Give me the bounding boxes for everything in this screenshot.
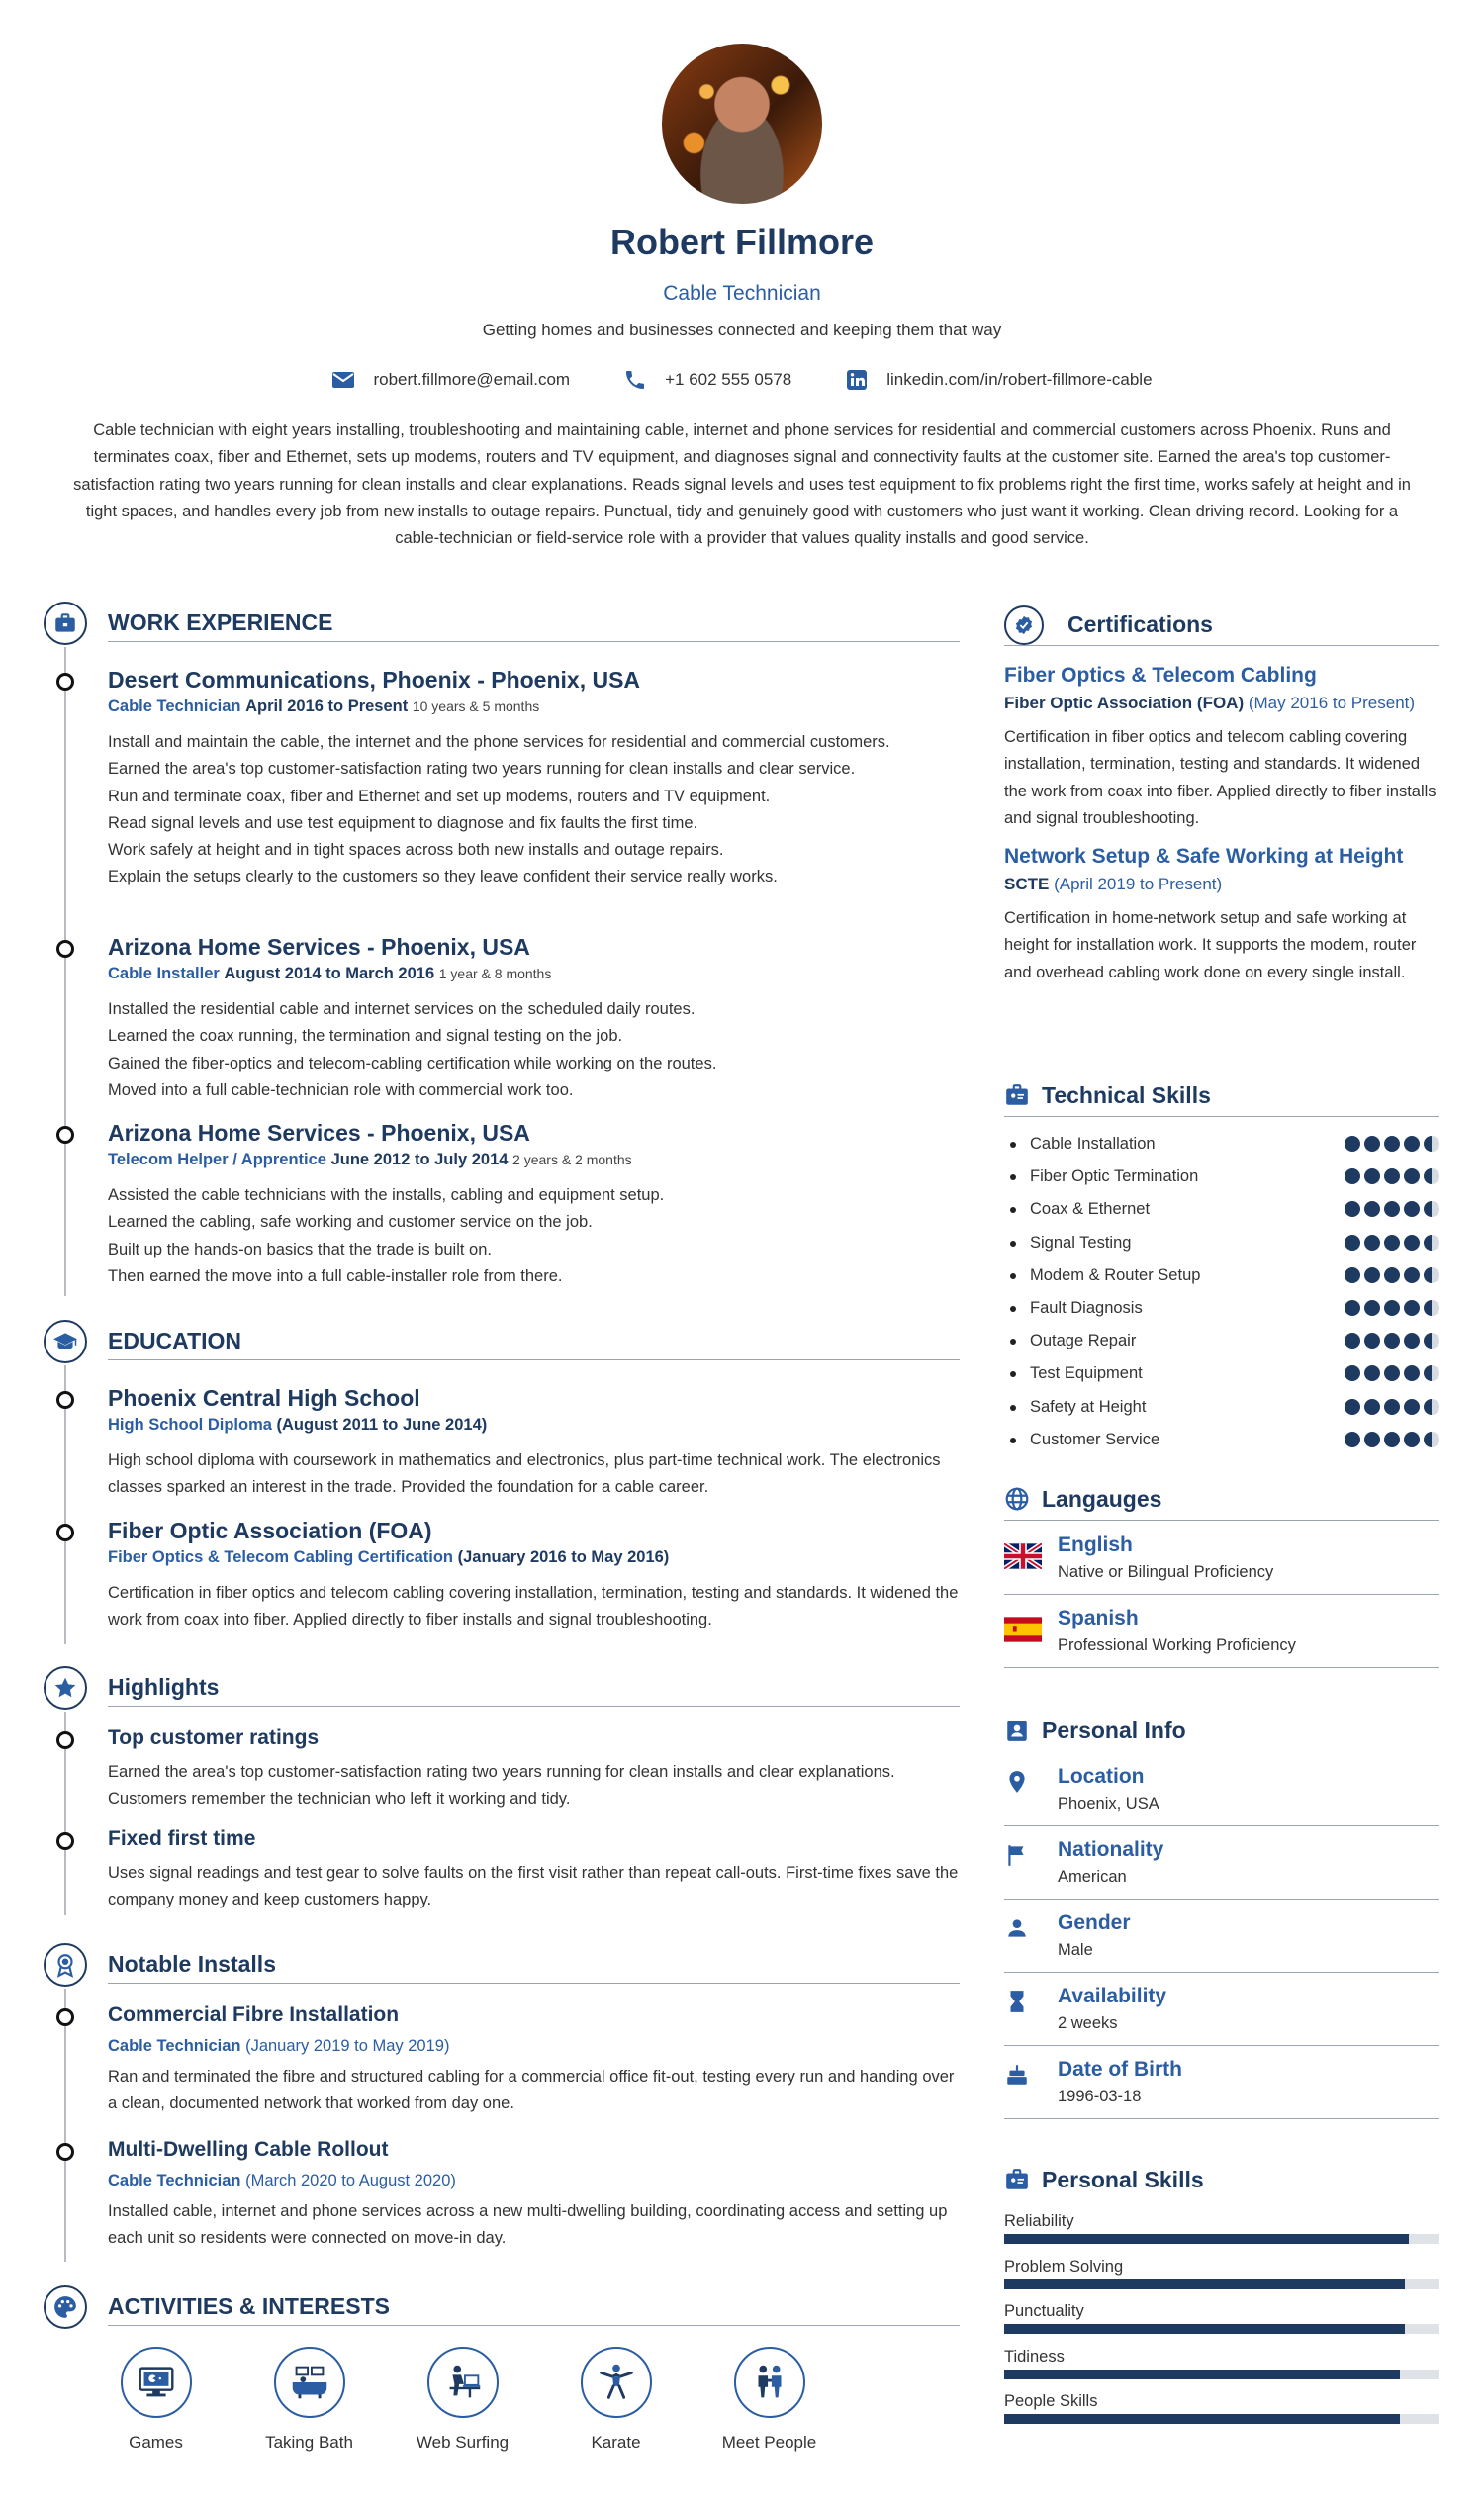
education-section <box>44 1320 960 1646</box>
education-entry <box>108 1383 960 1502</box>
cert-title: Network Setup & Safe Working at Height <box>1004 845 1404 869</box>
work-entry <box>108 1118 960 1290</box>
personal-info-item <box>1004 1753 1439 1826</box>
timeline-dot <box>56 2008 74 2026</box>
linkedin-icon <box>845 368 869 392</box>
technical-skills-section <box>1004 1076 1439 1458</box>
personal-info-item <box>1004 1973 1439 2046</box>
entry-subtitle <box>108 695 960 718</box>
entry-subtitle <box>108 2169 960 2192</box>
rating-dot <box>1424 1168 1439 1184</box>
flag-icon <box>1004 1842 1030 1868</box>
info-value: Phoenix, USA <box>1058 1795 1159 1813</box>
entry-dates: (March 2020 to August 2020) <box>245 2172 456 2189</box>
rating-dot <box>1404 1300 1420 1316</box>
phone-text: +1 602 555 0578 <box>665 370 792 389</box>
tagline: Getting homes and businesses connected and keeping them that way <box>482 321 1002 339</box>
entry-description: Ran and terminated the fibre and structured cabling for a commercial office fit-out, testing every run and handing over a clean, documented network that worked from day one. <box>108 2068 955 2113</box>
section-divider <box>108 1983 960 1984</box>
timeline-dot <box>56 1731 74 1749</box>
activity-item <box>232 2347 386 2453</box>
entry-title: Commercial Fibre Installation <box>108 2003 400 2026</box>
web-surfing-icon <box>427 2347 499 2418</box>
certifications-section <box>1004 605 1439 986</box>
cert-dates: (April 2019 to Present) <box>1054 875 1223 894</box>
entry-role: Cable Technician <box>108 698 241 715</box>
rating-dot <box>1345 1333 1360 1348</box>
info-value: 1996-03-18 <box>1058 2088 1142 2105</box>
info-label: Nationality <box>1058 1838 1164 1861</box>
activity-item <box>79 2347 232 2453</box>
activity-item <box>539 2347 693 2453</box>
technical-skill-item <box>1004 1393 1439 1426</box>
bullet-icon <box>1010 1207 1016 1213</box>
bath-icon <box>274 2347 345 2418</box>
section-title: WORK EXPERIENCE <box>108 609 333 635</box>
activity-item <box>693 2347 846 2453</box>
skill-bar-track <box>1004 2234 1439 2244</box>
technical-skill-item <box>1004 1130 1439 1162</box>
phone-icon <box>623 368 647 392</box>
skill-rating <box>1345 1168 1439 1184</box>
section-divider <box>108 1706 960 1707</box>
cert-subtitle <box>1004 872 1439 897</box>
skill-bar-fill <box>1004 2324 1405 2334</box>
entry-title: Arizona Home Services - Phoenix, USA <box>108 934 530 960</box>
rating-dot <box>1364 1201 1380 1217</box>
entry-duration: 2 years & 2 months <box>512 1152 632 1167</box>
highlights-section <box>44 1666 960 1913</box>
personal-info-item <box>1004 2046 1439 2119</box>
skill-name: Outage Repair <box>1030 1332 1137 1350</box>
skill-name: Modem & Router Setup <box>1030 1265 1201 1284</box>
skill-bar-track <box>1004 2414 1439 2424</box>
rating-dot <box>1345 1168 1360 1184</box>
entry-duration: 10 years & 5 months <box>412 698 540 714</box>
timeline-dot <box>56 1126 74 1144</box>
id-badge-icon <box>1004 1082 1030 1108</box>
email-text: robert.fillmore@email.com <box>373 370 571 389</box>
skill-rating <box>1345 1300 1439 1316</box>
entry-role: Cable Installer <box>108 965 220 982</box>
skill-rating <box>1345 1365 1439 1381</box>
activity-item <box>386 2347 539 2453</box>
skill-bar-track <box>1004 2370 1439 2379</box>
description-line: Assisted the cable technicians with the installs, cabling and equipment setup. <box>108 1186 665 1204</box>
briefcase-icon <box>44 602 87 645</box>
rating-dot <box>1345 1267 1360 1283</box>
section-title: ACTIVITIES & INTERESTS <box>108 2293 390 2319</box>
skill-rating <box>1345 1432 1439 1447</box>
bullet-icon <box>1010 1405 1016 1411</box>
skill-name: Problem Solving <box>1004 2257 1124 2276</box>
section-title: Personal Info <box>1042 1718 1186 1743</box>
profile-summary: Cable technician with eight years installing, troubleshooting and maintaining cable, internet and phone services for residential and commercial customers across Phoenix. Runs and terminates coax, fiber and Ethernet, sets up modems, routers and TV equipment, and diagnoses signal and connectivity faults at the customer site. Earned the area's top customer-satisfaction rating two years running for clean installs and clear explanations. Reads signal levels and uses test equipment to fix problems right the first time, works safely at height and in tight spaces, and handles every job from new installs to outage repairs. Punctual, tidy and genuinely good with customers who just want it working. Clean driving record. Looking for a cable-technician or field-service role with a provider that values quality installs and good service. <box>73 421 1411 548</box>
skill-name: Punctuality <box>1004 2302 1084 2320</box>
timeline-line <box>64 1989 66 2262</box>
info-value: Male <box>1058 1941 1093 1959</box>
contact-row <box>0 368 1484 392</box>
description-line: Read signal levels and use test equipment to diagnose and fix faults the first time. <box>108 813 698 832</box>
rating-dot <box>1364 1432 1380 1447</box>
info-label: Availability <box>1058 1985 1167 2007</box>
entry-title: Desert Communications, Phoenix - Phoenix, USA <box>108 667 641 693</box>
skill-name: Signal Testing <box>1030 1233 1132 1252</box>
profile-photo <box>662 44 822 204</box>
bullet-icon <box>1010 1306 1016 1312</box>
bullet-icon <box>1010 1142 1016 1148</box>
uk-flag-icon <box>1004 1543 1042 1569</box>
entry-dates: April 2016 to Present <box>245 698 409 715</box>
entry-description: Uses signal readings and test gear to solve faults on the first visit rather than repeat call-outs. First-time fixes save the company money and keep customers happy. <box>108 1864 959 1909</box>
section-title: Highlights <box>108 1674 220 1700</box>
rating-dot <box>1345 1432 1360 1447</box>
education-entry <box>108 1516 960 1634</box>
personal-skill-item <box>1004 2258 1439 2303</box>
rating-dot <box>1404 1168 1420 1184</box>
technical-skill-item <box>1004 1294 1439 1327</box>
entry-title: Top customer ratings <box>108 1726 320 1749</box>
rating-dot <box>1424 1432 1439 1447</box>
bullet-icon <box>1010 1438 1016 1443</box>
rating-dot <box>1404 1399 1420 1415</box>
technical-skills-list <box>1004 1130 1439 1458</box>
activities-section <box>44 2285 960 2331</box>
entry-dates: (January 2019 to May 2019) <box>245 2037 450 2055</box>
rating-dot <box>1364 1399 1380 1415</box>
job-title: Cable Technician <box>663 282 821 305</box>
entry-description: High school diploma with coursework in mathematics and electronics, plus part-time technical work. The electronics classes sparked an interest in the trade. Provided the foundation for a cable career. <box>108 1451 941 1497</box>
skill-rating <box>1345 1399 1439 1415</box>
activity-label: Games <box>129 2433 183 2452</box>
entry-degree: Fiber Optics & Telecom Cabling Certification <box>108 1548 453 1566</box>
highlight-entry <box>108 1824 960 1914</box>
info-value: 2 weeks <box>1058 2014 1118 2032</box>
rating-dot <box>1424 1399 1439 1415</box>
candidate-name: Robert Fillmore <box>609 222 875 262</box>
rating-dot <box>1424 1267 1439 1283</box>
timeline-dot <box>56 673 74 691</box>
entry-description <box>108 1182 960 1290</box>
entry-dates: (August 2011 to June 2014) <box>276 1416 488 1434</box>
activity-label: Taking Bath <box>265 2433 353 2452</box>
rating-dot <box>1404 1432 1420 1447</box>
skill-name: Coax & Ethernet <box>1030 1200 1151 1219</box>
rating-dot <box>1345 1300 1360 1316</box>
linkedin-text: linkedin.com/in/robert-fillmore-cable <box>886 370 1153 389</box>
rating-dot <box>1384 1300 1400 1316</box>
languages-section <box>1004 1480 1439 1668</box>
section-title: Certifications <box>1067 611 1213 637</box>
entry-description <box>108 996 960 1104</box>
entry-subtitle <box>108 1148 960 1171</box>
language-name: Spanish <box>1058 1607 1139 1629</box>
personal-skill-item <box>1004 2212 1439 2258</box>
technical-skill-item <box>1004 1261 1439 1294</box>
rating-dot <box>1364 1267 1380 1283</box>
personal-skill-item <box>1004 2348 1439 2393</box>
install-entry <box>108 2000 960 2118</box>
personal-info-item <box>1004 1900 1439 1973</box>
description-line: Installed the residential cable and internet services on the scheduled daily routes. <box>108 1000 696 1018</box>
section-title: Personal Skills <box>1042 2167 1204 2192</box>
section-divider <box>1004 1520 1439 1521</box>
skill-bar-track <box>1004 2324 1439 2334</box>
notable-installs-section <box>44 1943 960 2260</box>
skill-bar-fill <box>1004 2414 1400 2424</box>
skill-bar-fill <box>1004 2279 1405 2289</box>
award-icon <box>44 1943 87 1987</box>
cert-title: Fiber Optics & Telecom Cabling <box>1004 664 1317 687</box>
entry-dates: June 2012 to July 2014 <box>330 1151 509 1168</box>
cake-icon <box>1004 2062 1030 2088</box>
activities-list <box>79 2347 846 2453</box>
rating-dot <box>1345 1365 1360 1381</box>
cert-issuer: SCTE <box>1004 875 1050 894</box>
activity-label: Web Surfing <box>416 2433 510 2452</box>
certification-entry <box>1004 842 1439 986</box>
install-entry <box>108 2135 960 2253</box>
entry-dates: August 2014 to March 2016 <box>224 965 435 982</box>
rating-dot <box>1384 1267 1400 1283</box>
language-level: Native or Bilingual Proficiency <box>1058 1563 1274 1581</box>
rating-dot <box>1404 1267 1420 1283</box>
personal-skill-item <box>1004 2302 1439 2348</box>
skill-name: Fiber Optic Termination <box>1030 1167 1199 1186</box>
entry-title: Multi-Dwelling Cable Rollout <box>108 2138 389 2161</box>
info-label: Location <box>1058 1765 1145 1788</box>
contact-card-icon <box>1004 1718 1030 1743</box>
hourglass-icon <box>1004 1989 1030 2014</box>
bullet-icon <box>1010 1339 1016 1345</box>
location-pin-icon <box>1004 1769 1030 1795</box>
timeline-dot <box>56 1832 74 1850</box>
entry-subtitle <box>108 962 960 985</box>
technical-skill-item <box>1004 1359 1439 1392</box>
badge-check-icon <box>1004 605 1044 645</box>
section-divider <box>1004 1116 1439 1117</box>
section-title: EDUCATION <box>108 1328 242 1353</box>
entry-subtitle <box>108 1545 960 1569</box>
rating-dot <box>1384 1235 1400 1251</box>
rating-dot <box>1364 1300 1380 1316</box>
entry-subtitle <box>108 2034 960 2058</box>
personal-skills-section <box>1004 2161 1439 2438</box>
timeline-line <box>64 647 66 1296</box>
timeline-dot <box>56 1524 74 1541</box>
personal-info-item <box>1004 1826 1439 1900</box>
graduation-cap-icon <box>44 1320 87 1363</box>
entry-role: Telecom Helper / Apprentice <box>108 1151 326 1168</box>
contact-email[interactable] <box>331 368 570 392</box>
bullet-icon <box>1010 1273 1016 1279</box>
work-entry <box>108 665 960 891</box>
cert-description: Certification in fiber optics and telecom cabling covering installation, termination, testing and standards. It widened the work from coax into fiber. Applied directly to fiber installs and signal troubleshooting. <box>1004 728 1437 827</box>
description-line: Install and maintain the cable, the internet and the phone services for residential and commercial customers. <box>108 733 890 751</box>
rating-dot <box>1424 1333 1439 1348</box>
language-name: English <box>1058 1534 1133 1556</box>
email-icon <box>331 368 355 392</box>
skill-rating <box>1345 1333 1439 1348</box>
section-divider <box>108 641 960 642</box>
entry-description <box>108 729 960 891</box>
technical-skill-item <box>1004 1162 1439 1195</box>
rating-dot <box>1364 1235 1380 1251</box>
id-badge-icon <box>1004 2167 1030 2192</box>
technical-skill-item <box>1004 1195 1439 1228</box>
rating-dot <box>1424 1365 1439 1381</box>
skill-name: Cable Installation <box>1030 1135 1156 1153</box>
description-line: Earned the area's top customer-satisfaction rating two years running for clean installs and clear service. <box>108 760 856 779</box>
rating-dot <box>1424 1136 1439 1152</box>
skill-name: Test Equipment <box>1030 1364 1143 1383</box>
highlight-entry <box>108 1723 960 1814</box>
skill-bar-track <box>1004 2279 1439 2289</box>
skill-bar-fill <box>1004 2370 1400 2379</box>
rating-dot <box>1384 1399 1400 1415</box>
rating-dot <box>1404 1365 1420 1381</box>
entry-title: Arizona Home Services - Phoenix, USA <box>108 1120 530 1146</box>
skill-rating <box>1345 1136 1439 1152</box>
technical-skill-item <box>1004 1327 1439 1359</box>
entry-role: Cable Technician <box>108 2172 241 2189</box>
entry-subtitle <box>108 1413 960 1437</box>
work-entry <box>108 932 960 1104</box>
rating-dot <box>1345 1136 1360 1152</box>
skill-name: Customer Service <box>1030 1430 1160 1448</box>
entry-degree: High School Diploma <box>108 1416 272 1434</box>
rating-dot <box>1384 1432 1400 1447</box>
language-level: Professional Working Proficiency <box>1058 1636 1296 1654</box>
rating-dot <box>1424 1235 1439 1251</box>
rating-dot <box>1345 1201 1360 1217</box>
personal-skills-list <box>1004 2212 1439 2438</box>
rating-dot <box>1345 1399 1360 1415</box>
spain-flag-icon <box>1004 1617 1042 1642</box>
entry-description: Earned the area's top customer-satisfaction rating two years running for clean installs and clear explanations. Customers remember the technician who left it working and tidy. <box>108 1763 895 1809</box>
skill-name: Safety at Height <box>1030 1397 1147 1416</box>
description-line: Gained the fiber-optics and telecom-cabling certification while working on the routes. <box>108 1054 717 1072</box>
info-label: Gender <box>1058 1911 1131 1934</box>
rating-dot <box>1364 1333 1380 1348</box>
section-divider <box>108 2325 960 2326</box>
person-icon <box>1004 1915 1030 1941</box>
description-line: Run and terminate coax, fiber and Ethernet and set up modems, routers and TV equipment. <box>108 787 771 805</box>
section-title: Notable Installs <box>108 1951 276 1977</box>
description-line: Then earned the move into a full cable-installer role from there. <box>108 1266 563 1285</box>
timeline-dot <box>56 940 74 958</box>
rating-dot <box>1424 1201 1439 1217</box>
karate-icon <box>581 2347 652 2418</box>
skill-name: Tidiness <box>1004 2347 1065 2366</box>
timeline-dot <box>56 1391 74 1409</box>
description-line: Learned the cabling, safe working and customer service on the job. <box>108 1213 593 1232</box>
section-divider <box>1004 645 1439 646</box>
star-icon <box>44 1666 87 1710</box>
rating-dot <box>1384 1365 1400 1381</box>
section-title: Technical Skills <box>1042 1082 1211 1108</box>
language-item <box>1004 1595 1439 1668</box>
meet-people-icon <box>734 2347 805 2418</box>
skill-bar-fill <box>1004 2234 1409 2244</box>
cert-description: Certification in home-network setup and safe working at height for installation work. It supports the modem, router and overhead cabling work done on every single install. <box>1004 909 1417 981</box>
skill-name: Reliability <box>1004 2212 1074 2230</box>
certification-entry <box>1004 661 1439 832</box>
rating-dot <box>1404 1333 1420 1348</box>
section-title: Langauges <box>1042 1486 1162 1512</box>
personal-skill-item <box>1004 2392 1439 2438</box>
skill-rating <box>1345 1235 1439 1251</box>
rating-dot <box>1364 1365 1380 1381</box>
bullet-icon <box>1010 1241 1016 1247</box>
cert-dates: (May 2016 to Present) <box>1248 694 1416 712</box>
rating-dot <box>1384 1201 1400 1217</box>
rating-dot <box>1404 1136 1420 1152</box>
work-experience-section <box>44 602 960 1294</box>
entry-description: Installed cable, internet and phone services across a new multi-dwelling building, coordinating access and setting up each unit so residents were connected on move-in day. <box>108 2202 948 2248</box>
rating-dot <box>1384 1333 1400 1348</box>
globe-icon <box>1004 1486 1030 1512</box>
bullet-icon <box>1010 1174 1016 1180</box>
description-line: Moved into a full cable-technician role with commercial work too. <box>108 1080 574 1099</box>
rating-dot <box>1364 1168 1380 1184</box>
entry-role: Cable Technician <box>108 2037 241 2055</box>
timeline-dot <box>56 2143 74 2161</box>
rating-dot <box>1404 1201 1420 1217</box>
technical-skill-item <box>1004 1426 1439 1458</box>
skill-rating <box>1345 1201 1439 1217</box>
entry-description: Certification in fiber optics and telecom cabling covering installation, termination, testing and standards. It widened the work from coax into fiber. Applied directly to fiber installs and signal troubleshooting. <box>108 1584 959 1629</box>
rating-dot <box>1384 1136 1400 1152</box>
activity-label: Meet People <box>721 2433 817 2452</box>
info-label: Date of Birth <box>1058 2058 1182 2081</box>
activity-label: Karate <box>591 2433 641 2452</box>
description-line: Explain the setups clearly to the customers so they leave confident their service really works. <box>108 868 778 886</box>
language-item <box>1004 1522 1439 1595</box>
entry-title: Phoenix Central High School <box>108 1385 420 1411</box>
rating-dot <box>1424 1300 1439 1316</box>
cert-subtitle <box>1004 691 1439 716</box>
contact-phone[interactable] <box>623 368 791 392</box>
contact-linkedin[interactable] <box>845 368 1152 392</box>
entry-dates: (January 2016 to May 2016) <box>457 1548 670 1566</box>
rating-dot <box>1364 1136 1380 1152</box>
entry-duration: 1 year & 8 months <box>438 966 552 981</box>
description-line: Work safely at height and in tight spaces across both new installs and outage repairs. <box>108 841 724 860</box>
skill-rating <box>1345 1267 1439 1283</box>
palette-icon <box>44 2285 87 2329</box>
entry-title: Fiber Optic Association (FOA) <box>108 1518 432 1543</box>
rating-dot <box>1404 1235 1420 1251</box>
description-line: Built up the hands-on basics that the trade is built on. <box>108 1240 492 1258</box>
rating-dot <box>1384 1168 1400 1184</box>
info-value: American <box>1058 1868 1127 1886</box>
rating-dot <box>1345 1235 1360 1251</box>
description-line: Learned the coax running, the termination and signal testing on the job. <box>108 1027 623 1046</box>
games-icon <box>121 2347 192 2418</box>
personal-info-section <box>1004 1712 1439 2119</box>
technical-skill-item <box>1004 1229 1439 1261</box>
skill-name: Fault Diagnosis <box>1030 1298 1143 1317</box>
skill-name: People Skills <box>1004 2392 1098 2410</box>
bullet-icon <box>1010 1371 1016 1377</box>
cert-issuer: Fiber Optic Association (FOA) <box>1004 694 1245 712</box>
entry-title: Fixed first time <box>108 1827 256 1850</box>
section-divider <box>108 1359 960 1360</box>
